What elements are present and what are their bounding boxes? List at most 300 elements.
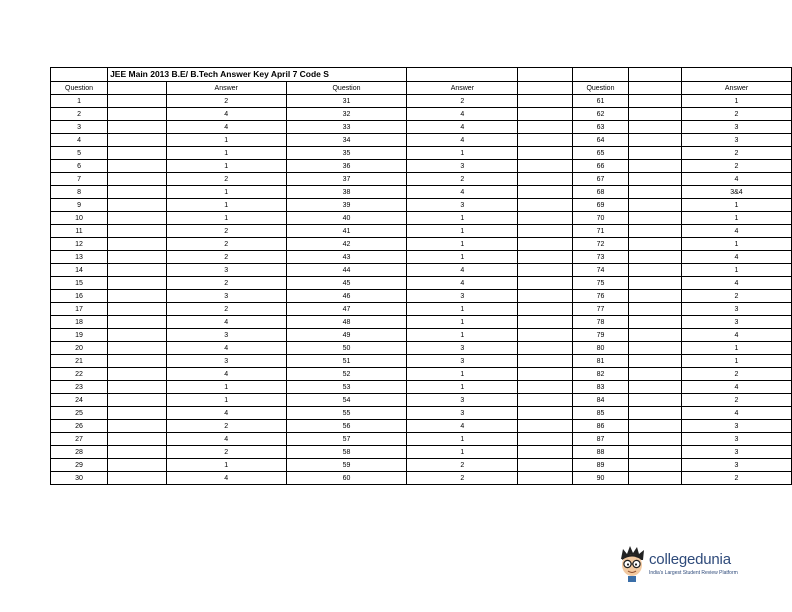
empty-cell — [108, 342, 167, 355]
question-number-cell: 43 — [286, 251, 407, 264]
table-row — [51, 459, 792, 472]
empty-cell — [629, 381, 682, 394]
question-number-cell: 86 — [572, 420, 628, 433]
answer-cell: 2 — [407, 472, 518, 485]
table-row — [51, 108, 792, 121]
empty-cell — [108, 316, 167, 329]
question-number-cell: 48 — [286, 316, 407, 329]
empty-cell — [108, 368, 167, 381]
answer-cell: 1 — [407, 212, 518, 225]
answer-key-body — [51, 68, 792, 485]
empty-cell — [108, 82, 167, 95]
answer-cell: 1 — [681, 238, 791, 251]
question-number-cell: 78 — [572, 316, 628, 329]
empty-cell — [518, 342, 573, 355]
question-number-cell: 16 — [51, 290, 108, 303]
answer-cell: 1 — [166, 394, 286, 407]
question-number-cell: 4 — [51, 134, 108, 147]
question-number-cell: 8 — [51, 186, 108, 199]
question-number-cell: 56 — [286, 420, 407, 433]
table-row — [51, 342, 792, 355]
answer-cell: 1 — [681, 264, 791, 277]
table-row — [51, 212, 792, 225]
table-row — [51, 368, 792, 381]
answer-cell: 4 — [166, 342, 286, 355]
question-number-cell: 51 — [286, 355, 407, 368]
empty-cell — [629, 186, 682, 199]
empty-cell — [629, 238, 682, 251]
question-number-cell: 52 — [286, 368, 407, 381]
question-number-cell: 17 — [51, 303, 108, 316]
answer-cell: 4 — [407, 264, 518, 277]
answer-key-table — [50, 67, 792, 485]
question-number-cell: 3 — [51, 121, 108, 134]
question-number-cell: 37 — [286, 173, 407, 186]
empty-cell — [518, 251, 573, 264]
question-number-cell: 13 — [51, 251, 108, 264]
empty-cell — [518, 355, 573, 368]
question-number-cell: 30 — [51, 472, 108, 485]
answer-cell: 1 — [407, 433, 518, 446]
empty-cell — [629, 303, 682, 316]
question-number-cell: 15 — [51, 277, 108, 290]
empty-cell — [108, 251, 167, 264]
empty-cell — [572, 68, 628, 82]
table-row — [51, 225, 792, 238]
question-number-cell: 27 — [51, 433, 108, 446]
empty-cell — [108, 290, 167, 303]
empty-cell — [108, 355, 167, 368]
answer-cell: 4 — [407, 134, 518, 147]
logo-brand-text: collegedunia — [649, 551, 731, 568]
answer-cell: 2 — [681, 368, 791, 381]
empty-cell — [108, 108, 167, 121]
collegedunia-logo — [617, 545, 747, 585]
answer-cell: 1 — [407, 225, 518, 238]
question-number-cell: 61 — [572, 95, 628, 108]
empty-cell — [629, 433, 682, 446]
answer-cell: 4 — [166, 407, 286, 420]
table-row — [51, 251, 792, 264]
answer-cell: 1 — [681, 355, 791, 368]
question-number-cell: 84 — [572, 394, 628, 407]
question-number-cell: 62 — [572, 108, 628, 121]
question-number-cell: 7 — [51, 173, 108, 186]
table-row — [51, 199, 792, 212]
answer-cell: 1 — [681, 342, 791, 355]
empty-cell — [629, 459, 682, 472]
empty-cell — [629, 368, 682, 381]
question-number-cell: 39 — [286, 199, 407, 212]
empty-cell — [108, 303, 167, 316]
question-number-cell: 49 — [286, 329, 407, 342]
question-number-cell: 75 — [572, 277, 628, 290]
question-number-cell: 68 — [572, 186, 628, 199]
empty-cell — [518, 472, 573, 485]
answer-cell: 1 — [407, 251, 518, 264]
empty-cell — [108, 433, 167, 446]
empty-cell — [108, 446, 167, 459]
answer-cell: 1 — [681, 212, 791, 225]
answer-cell: 4 — [681, 329, 791, 342]
answer-cell: 2 — [681, 472, 791, 485]
empty-cell — [629, 199, 682, 212]
empty-cell — [629, 251, 682, 264]
question-number-cell: 85 — [572, 407, 628, 420]
empty-cell — [108, 173, 167, 186]
header-answer-1: Answer — [166, 82, 286, 95]
empty-cell — [518, 225, 573, 238]
question-number-cell: 6 — [51, 160, 108, 173]
answer-cell: 3 — [681, 433, 791, 446]
answer-cell: 3 — [166, 290, 286, 303]
answer-cell: 3 — [407, 394, 518, 407]
empty-cell — [518, 238, 573, 251]
empty-cell — [108, 186, 167, 199]
answer-cell: 2 — [166, 277, 286, 290]
empty-cell — [518, 433, 573, 446]
table-row — [51, 173, 792, 186]
answer-cell: 2 — [166, 420, 286, 433]
answer-cell: 1 — [407, 381, 518, 394]
empty-cell — [518, 121, 573, 134]
empty-cell — [629, 394, 682, 407]
table-row — [51, 186, 792, 199]
table-row — [51, 407, 792, 420]
question-number-cell: 25 — [51, 407, 108, 420]
answer-cell: 4 — [681, 225, 791, 238]
empty-cell — [629, 264, 682, 277]
question-number-cell: 60 — [286, 472, 407, 485]
question-number-cell: 63 — [572, 121, 628, 134]
table-row — [51, 394, 792, 407]
answer-cell: 1 — [407, 303, 518, 316]
student-mascot-icon — [617, 545, 647, 583]
answer-cell: 1 — [407, 316, 518, 329]
empty-cell — [518, 394, 573, 407]
empty-cell — [629, 134, 682, 147]
empty-cell — [629, 342, 682, 355]
table-row — [51, 329, 792, 342]
empty-cell — [629, 277, 682, 290]
answer-cell: 2 — [407, 95, 518, 108]
question-number-cell: 5 — [51, 147, 108, 160]
header-row — [51, 82, 792, 95]
answer-cell: 2 — [166, 238, 286, 251]
empty-cell — [629, 472, 682, 485]
answer-cell: 4 — [407, 186, 518, 199]
answer-cell: 3 — [407, 199, 518, 212]
answer-cell: 3 — [166, 264, 286, 277]
answer-cell: 1 — [681, 199, 791, 212]
empty-cell — [518, 446, 573, 459]
title-row — [51, 68, 792, 82]
empty-cell — [681, 68, 791, 82]
answer-cell: 3 — [681, 303, 791, 316]
answer-cell: 2 — [166, 303, 286, 316]
empty-cell — [108, 472, 167, 485]
answer-cell: 4 — [681, 251, 791, 264]
question-number-cell: 34 — [286, 134, 407, 147]
answer-cell: 3 — [681, 459, 791, 472]
question-number-cell: 29 — [51, 459, 108, 472]
table-row — [51, 277, 792, 290]
table-row — [51, 264, 792, 277]
answer-cell: 1 — [166, 212, 286, 225]
empty-cell — [518, 186, 573, 199]
answer-cell: 2 — [681, 160, 791, 173]
table-row — [51, 381, 792, 394]
answer-cell: 2 — [166, 95, 286, 108]
empty-cell — [629, 82, 682, 95]
question-number-cell: 74 — [572, 264, 628, 277]
empty-cell — [629, 147, 682, 160]
answer-cell: 1 — [166, 459, 286, 472]
answer-cell: 1 — [166, 186, 286, 199]
answer-cell: 1 — [407, 147, 518, 160]
header-question-3: Question — [572, 82, 628, 95]
answer-cell: 4 — [681, 173, 791, 186]
answer-cell: 4 — [166, 108, 286, 121]
empty-cell — [518, 368, 573, 381]
answer-cell: 4 — [407, 420, 518, 433]
logo-tagline: India's Largest Student Review Platform — [649, 570, 738, 576]
header-answer-2: Answer — [407, 82, 518, 95]
answer-cell: 4 — [166, 368, 286, 381]
empty-cell — [108, 277, 167, 290]
question-number-cell: 32 — [286, 108, 407, 121]
empty-cell — [108, 407, 167, 420]
question-number-cell: 12 — [51, 238, 108, 251]
question-number-cell: 19 — [51, 329, 108, 342]
empty-cell — [51, 68, 108, 82]
question-number-cell: 65 — [572, 147, 628, 160]
header-question-1: Question — [51, 82, 108, 95]
empty-cell — [518, 381, 573, 394]
question-number-cell: 44 — [286, 264, 407, 277]
answer-cell: 4 — [407, 277, 518, 290]
empty-cell — [108, 212, 167, 225]
question-number-cell: 64 — [572, 134, 628, 147]
answer-cell: 2 — [681, 108, 791, 121]
question-number-cell: 46 — [286, 290, 407, 303]
empty-cell — [108, 160, 167, 173]
answer-cell: 3 — [407, 342, 518, 355]
question-number-cell: 36 — [286, 160, 407, 173]
table-row — [51, 147, 792, 160]
question-number-cell: 73 — [572, 251, 628, 264]
empty-cell — [629, 121, 682, 134]
question-number-cell: 80 — [572, 342, 628, 355]
answer-cell: 3&4 — [681, 186, 791, 199]
answer-cell: 2 — [166, 173, 286, 186]
empty-cell — [518, 108, 573, 121]
answer-cell: 1 — [407, 446, 518, 459]
empty-cell — [108, 134, 167, 147]
empty-cell — [629, 355, 682, 368]
empty-cell — [518, 199, 573, 212]
table-row — [51, 160, 792, 173]
answer-cell: 4 — [166, 472, 286, 485]
table-row — [51, 121, 792, 134]
empty-cell — [518, 329, 573, 342]
question-number-cell: 47 — [286, 303, 407, 316]
empty-cell — [629, 212, 682, 225]
question-number-cell: 2 — [51, 108, 108, 121]
question-number-cell: 24 — [51, 394, 108, 407]
answer-cell: 2 — [681, 147, 791, 160]
answer-cell: 3 — [681, 446, 791, 459]
answer-cell: 3 — [166, 329, 286, 342]
empty-cell — [518, 134, 573, 147]
question-number-cell: 18 — [51, 316, 108, 329]
empty-cell — [518, 160, 573, 173]
question-number-cell: 89 — [572, 459, 628, 472]
question-number-cell: 14 — [51, 264, 108, 277]
answer-cell: 3 — [681, 420, 791, 433]
question-number-cell: 55 — [286, 407, 407, 420]
question-number-cell: 23 — [51, 381, 108, 394]
question-number-cell: 53 — [286, 381, 407, 394]
empty-cell — [629, 95, 682, 108]
empty-cell — [108, 329, 167, 342]
answer-cell: 2 — [681, 394, 791, 407]
table-row — [51, 355, 792, 368]
question-number-cell: 82 — [572, 368, 628, 381]
question-number-cell: 81 — [572, 355, 628, 368]
question-number-cell: 87 — [572, 433, 628, 446]
question-number-cell: 40 — [286, 212, 407, 225]
empty-cell — [108, 381, 167, 394]
answer-cell: 1 — [166, 147, 286, 160]
question-number-cell: 59 — [286, 459, 407, 472]
empty-cell — [518, 95, 573, 108]
answer-cell: 1 — [166, 199, 286, 212]
header-answer-3: Answer — [681, 82, 791, 95]
empty-cell — [518, 173, 573, 186]
answer-cell: 1 — [166, 134, 286, 147]
answer-cell: 1 — [407, 368, 518, 381]
question-number-cell: 83 — [572, 381, 628, 394]
answer-cell: 4 — [681, 407, 791, 420]
empty-cell — [629, 290, 682, 303]
answer-cell: 2 — [166, 225, 286, 238]
answer-cell: 3 — [166, 355, 286, 368]
empty-cell — [518, 459, 573, 472]
table-row — [51, 420, 792, 433]
empty-cell — [518, 277, 573, 290]
question-number-cell: 57 — [286, 433, 407, 446]
empty-cell — [518, 407, 573, 420]
empty-cell — [629, 108, 682, 121]
answer-cell: 4 — [407, 108, 518, 121]
table-row — [51, 238, 792, 251]
question-number-cell: 22 — [51, 368, 108, 381]
empty-cell — [629, 225, 682, 238]
answer-cell: 4 — [166, 121, 286, 134]
empty-cell — [407, 68, 518, 82]
question-number-cell: 76 — [572, 290, 628, 303]
table-row — [51, 446, 792, 459]
answer-cell: 3 — [681, 121, 791, 134]
question-number-cell: 77 — [572, 303, 628, 316]
answer-cell: 4 — [681, 277, 791, 290]
question-number-cell: 28 — [51, 446, 108, 459]
answer-cell: 4 — [166, 433, 286, 446]
empty-cell — [108, 264, 167, 277]
question-number-cell: 9 — [51, 199, 108, 212]
empty-cell — [518, 147, 573, 160]
answer-cell: 2 — [166, 251, 286, 264]
empty-cell — [629, 407, 682, 420]
question-number-cell: 54 — [286, 394, 407, 407]
empty-cell — [108, 459, 167, 472]
empty-cell — [108, 225, 167, 238]
question-number-cell: 50 — [286, 342, 407, 355]
answer-cell: 1 — [407, 238, 518, 251]
header-question-2: Question — [286, 82, 407, 95]
empty-cell — [629, 446, 682, 459]
answer-cell: 2 — [407, 173, 518, 186]
question-number-cell: 72 — [572, 238, 628, 251]
question-number-cell: 42 — [286, 238, 407, 251]
empty-cell — [108, 394, 167, 407]
question-number-cell: 90 — [572, 472, 628, 485]
question-number-cell: 35 — [286, 147, 407, 160]
empty-cell — [629, 160, 682, 173]
answer-cell: 3 — [681, 316, 791, 329]
question-number-cell: 31 — [286, 95, 407, 108]
answer-cell: 2 — [166, 446, 286, 459]
empty-cell — [518, 303, 573, 316]
empty-cell — [518, 264, 573, 277]
empty-cell — [518, 290, 573, 303]
question-number-cell: 71 — [572, 225, 628, 238]
answer-cell: 2 — [681, 290, 791, 303]
answer-cell: 1 — [166, 381, 286, 394]
empty-cell — [108, 420, 167, 433]
answer-cell: 4 — [681, 381, 791, 394]
question-number-cell: 20 — [51, 342, 108, 355]
question-number-cell: 70 — [572, 212, 628, 225]
table-row — [51, 95, 792, 108]
empty-cell — [518, 420, 573, 433]
empty-cell — [629, 316, 682, 329]
question-number-cell: 1 — [51, 95, 108, 108]
empty-cell — [108, 95, 167, 108]
sheet-title: JEE Main 2013 B.E/ B.Tech Answer Key April 7 Code S — [108, 68, 407, 82]
question-number-cell: 45 — [286, 277, 407, 290]
answer-cell: 3 — [407, 290, 518, 303]
empty-cell — [518, 68, 573, 82]
empty-cell — [108, 199, 167, 212]
question-number-cell: 11 — [51, 225, 108, 238]
empty-cell — [629, 68, 682, 82]
table-row — [51, 316, 792, 329]
answer-cell: 2 — [407, 459, 518, 472]
answer-cell: 1 — [407, 329, 518, 342]
empty-cell — [518, 82, 573, 95]
question-number-cell: 79 — [572, 329, 628, 342]
answer-cell: 3 — [407, 407, 518, 420]
answer-cell: 3 — [407, 355, 518, 368]
question-number-cell: 38 — [286, 186, 407, 199]
answer-cell: 1 — [681, 95, 791, 108]
question-number-cell: 69 — [572, 199, 628, 212]
question-number-cell: 41 — [286, 225, 407, 238]
answer-cell: 4 — [166, 316, 286, 329]
empty-cell — [629, 329, 682, 342]
